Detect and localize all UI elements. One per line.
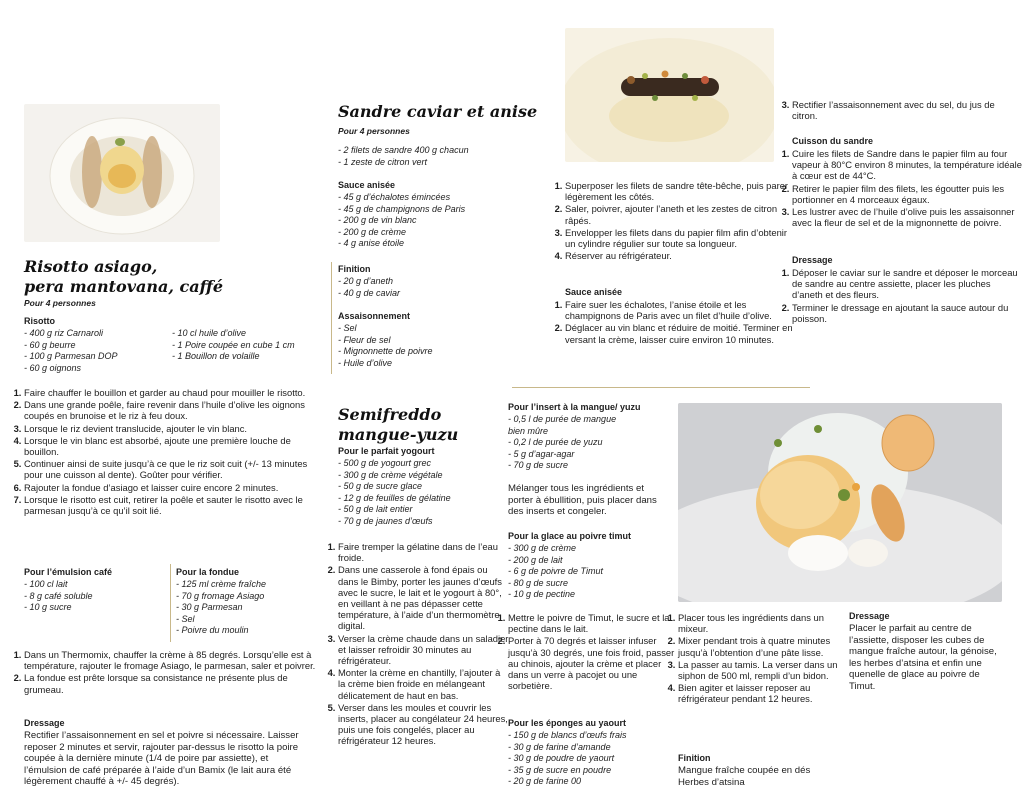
ingredient: - 45 g d’échalotes émincées xyxy=(338,192,451,202)
sandre-sauce-head: Sauce anisée xyxy=(338,180,396,190)
ingredient: - 10 cl huile d’olive xyxy=(172,328,247,338)
emulsion-steps xyxy=(8,649,320,696)
ingredient: - 35 g de sucre en poudre xyxy=(508,764,612,775)
step: 1. Faire chauffer le bouillon et garder au chaud pour mouiller le risotto. xyxy=(24,387,320,398)
insert-head: Pour l’insert à la mangue/ yuzu xyxy=(508,402,641,412)
glace-steps xyxy=(492,612,678,692)
sandre-dressage-head: Dressage xyxy=(792,255,833,265)
step: 2. Déglacer au vin blanc et réduire de moitié. Terminer en versant la crème, laisser cuire environ 10 minutes. xyxy=(565,322,793,344)
step: 2. Saler, poivrer, ajouter l’aneth et les zestes de citron râpés. xyxy=(565,203,793,225)
sandre-sauce-items xyxy=(338,192,538,250)
ingredient: - 300 g de crème végétale xyxy=(338,469,443,480)
ingredient: - 40 g de caviar xyxy=(338,287,401,298)
sandre-finition-head: Finition xyxy=(338,264,371,274)
step: 3. Verser la crème chaude dans un saladier et laisser refroidir 30 minutes au réfrigérateur. xyxy=(338,633,510,667)
step: 4. Réserver au réfrigérateur. xyxy=(565,250,793,261)
risotto-title-line1: Risotto asiago, xyxy=(24,257,158,276)
ingredient: - 200 g de lait xyxy=(508,554,563,565)
divider xyxy=(331,262,332,374)
insert-items xyxy=(508,414,668,472)
divider xyxy=(512,387,810,388)
ingredient: - 8 g café soluble xyxy=(24,590,93,601)
ingredient: - Huile d’olive xyxy=(338,357,393,368)
risotto-photo xyxy=(24,104,220,242)
ingredient: - 45 g de champignons de Paris xyxy=(338,203,466,214)
step: 3. Envelopper les filets dans du papier film afin d’obtenir un cylindre régulier sur toute sa longueur. xyxy=(565,227,793,249)
sandre-items xyxy=(338,145,538,168)
ingredient: - 500 g de yogourt grec xyxy=(338,458,432,468)
ingredient: - 30 g de poudre de yaourt xyxy=(508,753,615,763)
ingredient: - 20 g d’aneth xyxy=(338,276,394,286)
ingredient: - 4 g anise étoile xyxy=(338,238,405,248)
ingredient: - 50 g de sucre glace xyxy=(338,481,423,491)
ingredient: - 1 Poire coupée en cube 1 cm xyxy=(172,339,295,350)
parfait-items xyxy=(338,458,508,527)
sandre-sauce-steps xyxy=(549,299,793,346)
parfait-head: Pour le parfait yogourt xyxy=(338,446,435,456)
finition-line: Herbes d’atsina xyxy=(678,776,745,788)
ingredient: - 5 g d’agar-agar xyxy=(508,448,575,459)
ingredient: - 6 g de poivre de Timut xyxy=(508,566,603,576)
sandre-sauce-steps-head: Sauce anisée xyxy=(565,287,623,297)
step: 3. Rectifier l’assaisonnement avec du sel, du jus de citron. xyxy=(792,99,1022,121)
ingredient: - 70 g fromage Asiago xyxy=(176,590,265,601)
step: 3. Lorsque le riz devient translucide, ajouter le vin blanc. xyxy=(24,423,320,434)
cuisson-steps xyxy=(776,148,1022,229)
step: 1. Superposer les filets de sandre tête-bêche, puis parer légèrement les côtés. xyxy=(565,180,793,202)
divider xyxy=(170,564,171,642)
risotto-dressage-head: Dressage xyxy=(24,718,65,728)
sandre-serves: Pour 4 personnes xyxy=(338,126,410,136)
semifreddo-finition-text xyxy=(678,765,838,788)
sandre-assais-head: Assaisonnement xyxy=(338,311,411,321)
risotto-ingredients-left xyxy=(24,328,169,374)
ingredient: - 30 g de farine d’amande xyxy=(508,741,611,752)
ingredient: - 60 g oignons xyxy=(24,362,82,373)
semifreddo-dressage-head: Dressage xyxy=(849,611,890,621)
step: 1. Dans un Thermomix, chauffer la crème à 85 degrés. Lorsqu’elle est à température, rajouter le fromage Asiago, le parmesan, saler et poivrer. xyxy=(24,649,320,671)
ingredient: - 30 g Parmesan xyxy=(176,602,243,612)
sandre-finition-items xyxy=(338,276,538,299)
ingredient: - 100 g Parmesan DOP xyxy=(24,351,118,361)
eponges-steps xyxy=(662,612,850,706)
risotto-ingredients-right xyxy=(172,328,322,363)
ingredient: - Sel xyxy=(338,323,357,333)
ingredient: - 70 g de sucre xyxy=(508,460,569,470)
step: 2. Terminer le dressage en ajoutant la sauce autour du poisson. xyxy=(792,302,1022,324)
step: 3. Les lustrer avec de l’huile d’olive puis les assaisonner avec la fleur de sel et de la mignonnette de poivre. xyxy=(792,206,1022,228)
risotto-serves: Pour 4 personnes xyxy=(24,298,96,308)
risotto-section-head: Risotto xyxy=(24,316,55,326)
ingredient: - Mignonnette de poivre xyxy=(338,346,433,356)
step: 5. Verser dans les moules et couvrir les inserts, placer au congélateur 24 heures, puis une fois congelés, placer au réfrigérateur 12 heures. xyxy=(338,702,510,747)
parfait-steps xyxy=(322,541,510,748)
semifreddo-title-line1: Semifreddo xyxy=(338,405,442,424)
semifreddo-title xyxy=(338,405,508,445)
semifreddo-dressage-text: Placer le parfait au centre de l’assiette, disposer les cubes de mangue fraîche autour, la génoise, les herbes d’atsina et enfin une quenelle de glace au poivre de Timut. xyxy=(849,623,997,692)
ingredient: - 0,5 l de purée de mangue xyxy=(508,414,617,424)
ingredient: - 150 g de blancs d’œufs frais xyxy=(508,730,627,740)
step: 7. Lorsque le risotto est cuit, retirer la poêle et sauter le risotto avec le parmesan jusqu’à ce qu’il soit lié. xyxy=(24,494,320,516)
sandre-title: Sandre caviar et anise xyxy=(338,102,538,121)
ingredient: - 100 cl lait xyxy=(24,579,68,589)
emulsion-head: Pour l’émulsion café xyxy=(24,567,113,577)
ingredient: - Poivre du moulin xyxy=(176,625,249,635)
finition-line: Mangue fraîche coupée en dés xyxy=(678,765,811,776)
step: 4. Lorsque le vin blanc est absorbé, ajoute une première louche de bouillon. xyxy=(24,435,320,457)
glace-items xyxy=(508,543,668,601)
eponges-head: Pour les éponges au yaourt xyxy=(508,718,627,728)
ingredient: - 1 zeste de citron vert xyxy=(338,156,428,167)
ingredient: - 1 Bouillon de volaille xyxy=(172,351,260,361)
ingredient: - Fleur de sel xyxy=(338,334,391,345)
fondue-items xyxy=(176,579,316,637)
sandre-step3 xyxy=(776,99,1022,122)
ingredient: - Sel xyxy=(176,613,195,624)
ingredient: - 80 g de sucre xyxy=(508,577,569,588)
step: 3. La passer au tamis. La verser dans un siphon de 500 ml, rempli d’un bidon. xyxy=(678,659,850,681)
step: 4. Monter la crème en chantilly, l’ajouter à la crème bien froide en mélangeant délicatement de haut en bas. xyxy=(338,667,510,701)
ingredient: - 200 g de vin blanc xyxy=(338,215,417,225)
step: 2. La fondue est prête lorsque sa consistance ne présente plus de grumeau. xyxy=(24,672,320,694)
insert-text: Mélanger tous les ingrédients et porter à ébullition, puis placer dans des inserts et congeler. xyxy=(508,483,657,517)
step: 5. Continuer ainsi de suite jusqu’à ce que le riz soit cuit (+/- 13 minutes pour une cuisson al dente). Goûter pour vérifier. xyxy=(24,458,320,480)
ingredient: - 12 g de feuilles de gélatine xyxy=(338,492,451,503)
step: 1. Déposer le caviar sur le sandre et déposer le morceau de sandre au centre assiette, placer les pluches d’aneth et des fleurs. xyxy=(792,267,1022,301)
step: 4. Bien agiter et laisser reposer au réfrigérateur pendant 12 heures. xyxy=(678,682,850,704)
ingredient: - 50 g de lait entier xyxy=(338,504,413,514)
emulsion-items xyxy=(24,579,164,614)
sandre-steps xyxy=(549,180,793,262)
ingredient: - 200 g de crème xyxy=(338,226,407,237)
risotto-title xyxy=(24,257,324,297)
step: 2. Porter à 70 degrés et laisser infuser jusqu’à 30 degrés, une fois froid, passer au chinois, ajouter la crème et placer dans un verre à pacojet ou une sorbetière. xyxy=(508,635,678,691)
step: 1. Faire tremper la gélatine dans de l’eau froide. xyxy=(338,541,510,563)
semifreddo-title-line2: mangue-yuzu xyxy=(338,425,459,444)
sandre-photo xyxy=(565,28,774,162)
step: 6. Rajouter la fondue d’asiago et laisser cuire encore 2 minutes. xyxy=(24,482,320,493)
cuisson-head: Cuisson du sandre xyxy=(792,136,874,146)
eponges-items xyxy=(508,730,668,788)
risotto-title-line2: pera mantovana, caffé xyxy=(24,277,224,296)
ingredient: - 0,2 l de purée de yuzu xyxy=(508,437,603,447)
risotto-dressage-text: Rectifier l’assaisonnement en sel et poivre si nécessaire. Laisser reposer 2 minutes et servir, rajouter par-dessus le risotto la poire coupée à la dernière minute (1/4 de poire par assiette), et l’émulsion de café préparée à l’aide d’un Bamix (le lait aura été légèrement chauffé à +/- 45 degrés). xyxy=(24,730,299,787)
ingredient: - 10 g de pectine xyxy=(508,589,576,599)
ingredient: - 300 g de crème xyxy=(508,543,577,553)
sandre-dressage-steps xyxy=(776,267,1022,325)
ingredient: - 70 g de jaunes d’œufs xyxy=(338,515,433,526)
step: 1. Mettre le poivre de Timut, le sucre et la pectine dans le lait. xyxy=(508,612,678,634)
ingredient: - 60 g beurre xyxy=(24,339,76,350)
step: 1. Cuire les filets de Sandre dans le papier film au four vapeur à 80°C environ 8 minutes, la température idéale à cœur est de 44°C. xyxy=(792,148,1022,182)
ingredient: - 125 ml crème fraîche xyxy=(176,579,267,589)
step: 1. Faire suer les échalotes, l’anise étoile et les champignons de Paris avec un filet d’huile d’olive. xyxy=(565,299,793,321)
step: 2. Dans une grande poêle, faire revenir dans l’huile d’olive les oignons coupés en brunoise et le riz à feu doux. xyxy=(24,399,320,421)
semifreddo-finition-head: Finition xyxy=(678,753,711,763)
glace-head: Pour la glace au poivre timut xyxy=(508,531,632,541)
ingredient: - 10 g sucre xyxy=(24,602,72,612)
ingredient: - 2 filets de sandre 400 g chacun xyxy=(338,145,469,155)
step: 2. Dans une casserole à fond épais ou dans le Bimby, porter les jaunes d’œufs avec le sucre, le lait et le yogourt à 80°, en veillant à ne pas dépasser cette température, à l’aide d’un thermomètre digital. xyxy=(338,564,510,631)
sandre-assais-items xyxy=(338,323,538,369)
fondue-head: Pour la fondue xyxy=(176,567,239,577)
step: 2. Retirer le papier film des filets, les égoutter puis les portionner en 4 morceaux égaux. xyxy=(792,183,1022,205)
semifreddo-photo xyxy=(678,403,1002,602)
ingredient: bien mûre xyxy=(508,425,549,436)
risotto-steps xyxy=(8,387,320,517)
ingredient: - 400 g riz Carnaroli xyxy=(24,328,104,338)
step: 2. Mixer pendant trois à quatre minutes jusqu’à l’obtention d’une pâte lisse. xyxy=(678,635,850,657)
ingredient: - 20 g de farine 00 xyxy=(508,776,582,786)
step: 1. Placer tous les ingrédients dans un mixeur. xyxy=(678,612,850,634)
